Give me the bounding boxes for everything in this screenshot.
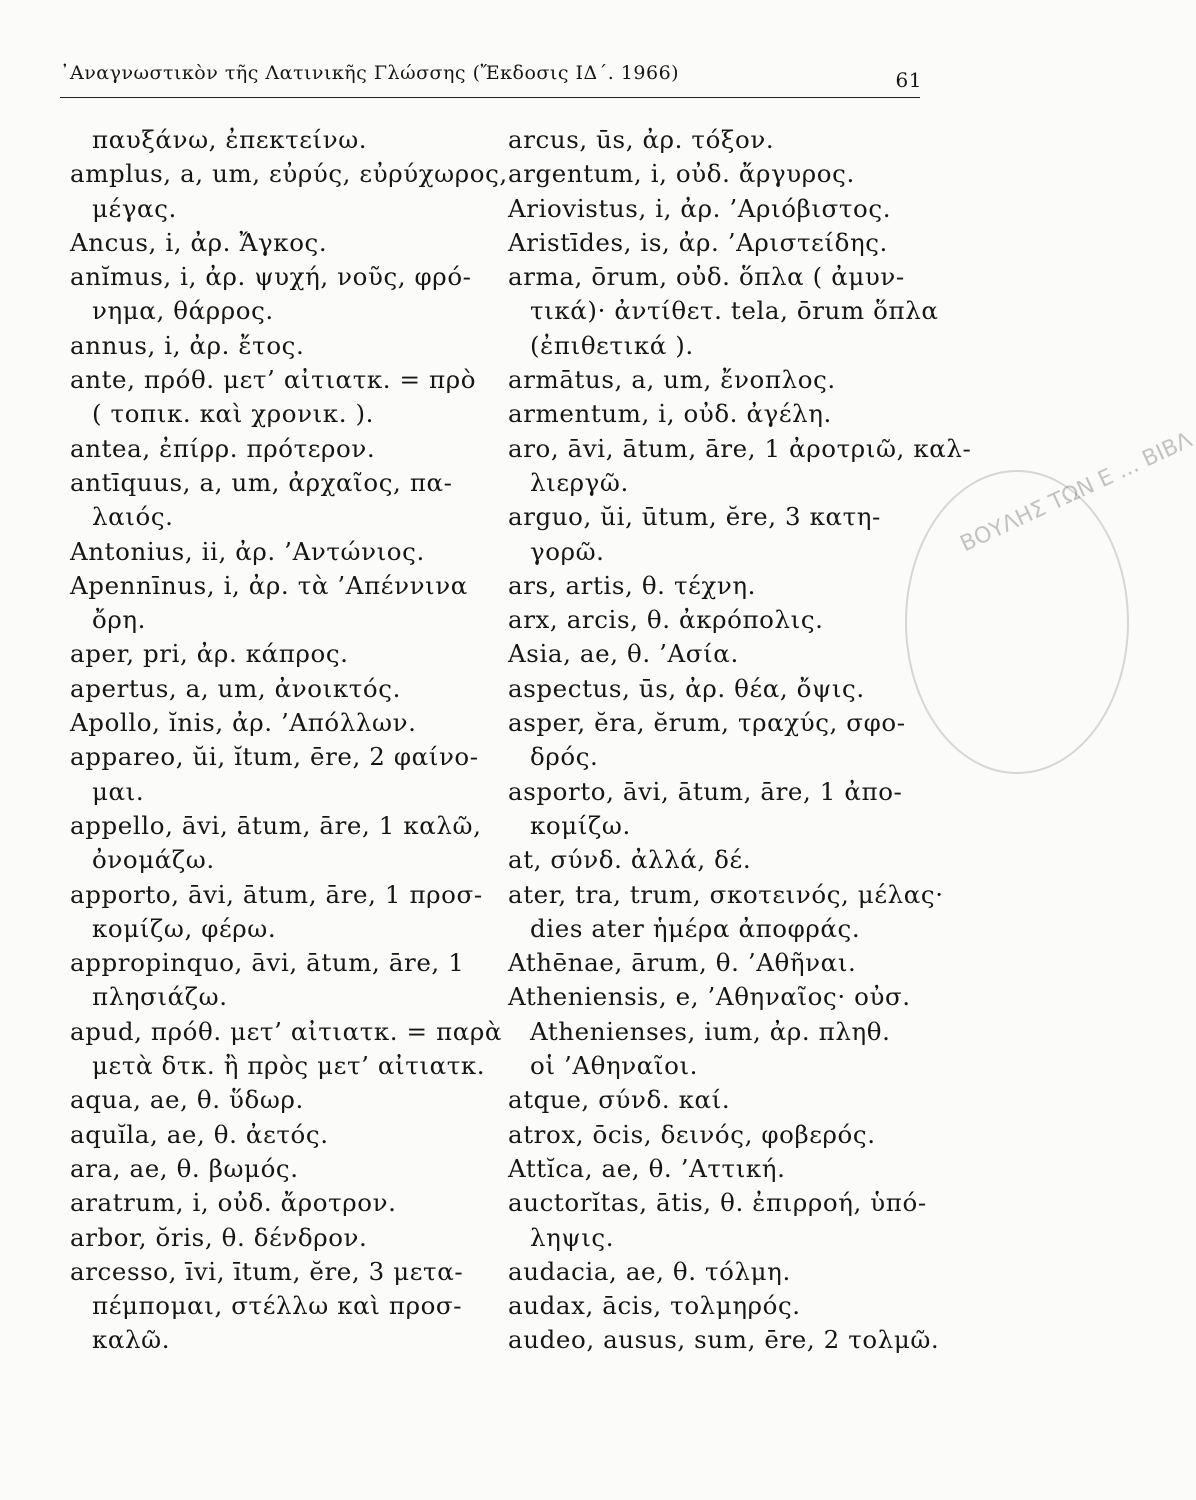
dictionary-line: armātus, a, um, ἔνοπλος. xyxy=(508,365,836,395)
dictionary-line: Ariovistus, i, ἀρ. ’Αριόβιστος. xyxy=(508,193,892,223)
header-rule xyxy=(60,97,920,98)
dictionary-line: δρός. xyxy=(530,742,599,772)
dictionary-line: asper, ĕra, ĕrum, τραχύς, σφο- xyxy=(508,708,906,738)
dictionary-line: annus, i, ἀρ. ἔτος. xyxy=(70,330,305,360)
dictionary-line: arbor, ŏris, θ. δένδρον. xyxy=(70,1222,368,1252)
library-stamp-text: ΒΟΥΛΗΣ ΤΩΝ Ε ... ΒΙΒΛ xyxy=(956,427,1196,558)
dictionary-line: apud, πρόθ. μετ’ αἰτιατκ. = παρὰ xyxy=(70,1016,503,1046)
dictionary-line: anĭmus, i, ἀρ. ψυχή, νοῦς, φρό- xyxy=(70,262,472,292)
dictionary-line: armentum, i, οὐδ. ἀγέλη. xyxy=(508,399,832,429)
dictionary-line: λαιός. xyxy=(92,502,174,532)
dictionary-line: at, σύνδ. ἀλλά, δέ. xyxy=(508,845,752,875)
dictionary-line: οἱ ’Αθηναῖοι. xyxy=(530,1051,699,1081)
dictionary-line: Apennīnus, i, ἀρ. τὰ ’Απέννινα xyxy=(70,570,468,600)
dictionary-line: νημα, θάρρος. xyxy=(92,296,274,326)
dictionary-line: μετὰ δτκ. ἢ πρὸς μετ’ αἰτιατκ. xyxy=(92,1051,486,1081)
dictionary-line: arguo, ŭi, ūtum, ĕre, 3 κατη- xyxy=(508,502,881,532)
dictionary-line: Antonius, ii, ἀρ. ’Αντώνιος. xyxy=(70,536,425,566)
dictionary-line: κομίζω, φέρω. xyxy=(92,913,277,943)
dictionary-line: antīquus, a, um, ἀρχαῖος, πα- xyxy=(70,467,453,497)
dictionary-line: μέγας. xyxy=(92,193,177,223)
dictionary-line: audacia, ae, θ. τόλμη. xyxy=(508,1256,791,1286)
dictionary-line: audax, ācis, τολμηρός. xyxy=(508,1291,801,1321)
header-title: ᾿Αναγνωστικὸν τῆς Λατινικῆς Γλώσσης (Ἔκδοσις ΙΔ΄. 1966) xyxy=(60,62,680,84)
dictionary-line: arx, arcis, θ. ἀκρόπολις. xyxy=(508,605,824,635)
dictionary-line: aro, āvi, ātum, āre, 1 ἀροτριῶ, καλ- xyxy=(508,433,972,463)
dictionary-line: aper, pri, ἀρ. κάπρος. xyxy=(70,639,349,669)
dictionary-line: Asia, ae, θ. ’Ασία. xyxy=(508,639,739,669)
dictionary-line: atque, σύνδ. καί. xyxy=(508,1085,731,1115)
dictionary-line: τικά)· ἀντίθετ. tela, ōrum ὅπλα xyxy=(530,296,939,326)
dictionary-line: audeo, ausus, sum, ēre, 2 τολμῶ. xyxy=(508,1325,940,1355)
dictionary-line: ara, ae, θ. βωμός. xyxy=(70,1153,299,1183)
dictionary-line: amplus, a, um, εὐρύς, εὐρύχωρος, xyxy=(70,159,508,189)
dictionary-line: Athēnae, ārum, θ. ’Αθῆναι. xyxy=(508,948,857,978)
dictionary-line: ars, artis, θ. τέχνη. xyxy=(508,570,756,600)
dictionary-line: ante, πρόθ. μετ’ αἰτιατκ. = πρὸ xyxy=(70,365,477,395)
dictionary-line: asporto, āvi, ātum, āre, 1 ἀπο- xyxy=(508,776,903,806)
dictionary-line: appropinquo, āvi, ātum, āre, 1 xyxy=(70,948,465,978)
dictionary-line: κομίζω. xyxy=(530,810,631,840)
dictionary-line: ὄρη. xyxy=(92,605,147,635)
dictionary-line: ( τοπικ. καὶ χρονικ. ). xyxy=(92,399,375,429)
dictionary-line: Apollo, ĭnis, ἀρ. ’Απόλλων. xyxy=(70,708,417,738)
dictionary-line: πέμπομαι, στέλλω καὶ προσ- xyxy=(92,1291,463,1321)
dictionary-line: aratrum, i, οὐδ. ἄροτρον. xyxy=(70,1188,397,1218)
dictionary-line: arcus, ūs, ἀρ. τόξον. xyxy=(508,125,775,154)
dictionary-line: apporto, āvi, ātum, āre, 1 προσ- xyxy=(70,879,483,909)
dictionary-line: aspectus, ūs, ἀρ. θέα, ὄψις. xyxy=(508,673,865,703)
dictionary-line: ater, tra, trum, σκοτεινός, μέλας· xyxy=(508,879,944,909)
dictionary-line: apertus, a, um, ἀνοικτός. xyxy=(70,673,401,703)
dictionary-line: μαι. xyxy=(92,776,145,806)
dictionary-line: ὀνομάζω. xyxy=(92,845,215,875)
dictionary-line: auctorĭtas, ātis, θ. ἐπιρροή, ὑπό- xyxy=(508,1188,927,1218)
dictionary-line: appareo, ŭi, ĭtum, ēre, 2 φαίνο- xyxy=(70,742,479,772)
dictionary-line: arcesso, īvi, ītum, ĕre, 3 μετα- xyxy=(70,1256,464,1286)
dictionary-line: arma, ōrum, οὐδ. ὅπλα ( ἀμυν- xyxy=(508,262,905,292)
page-number: 61 xyxy=(895,68,922,92)
right-column xyxy=(508,123,972,1358)
dictionary-line: aqua, ae, θ. ὕδωρ. xyxy=(70,1085,304,1115)
dictionary-line: παυξάνω, ἐπεκτείνω. xyxy=(92,125,368,154)
dictionary-line: καλῶ. xyxy=(92,1325,171,1355)
dictionary-line: dies ater ἡμέρα ἀποφράς. xyxy=(530,913,861,943)
dictionary-line: γορῶ. xyxy=(530,536,605,566)
dictionary-line: appello, āvi, ātum, āre, 1 καλῶ, xyxy=(70,810,482,840)
dictionary-line: Atheniensis, e, ’Αθηναῖος· οὐσ. xyxy=(508,982,911,1012)
dictionary-line: atrox, ōcis, δεινός, φοβερός. xyxy=(508,1119,876,1149)
dictionary-line: aquĭla, ae, θ. ἀετός. xyxy=(70,1119,329,1149)
dictionary-line: πλησιάζω. xyxy=(92,982,228,1012)
running-header xyxy=(60,62,922,90)
dictionary-line: Ancus, i, ἀρ. Ἄγκος. xyxy=(70,227,328,257)
left-column xyxy=(70,123,508,1358)
dictionary-line: Aristīdes, is, ἀρ. ’Αριστείδης. xyxy=(508,227,888,257)
dictionary-line: (ἐπιθετικά ). xyxy=(530,330,694,360)
dictionary-line: Attĭca, ae, θ. ’Αττική. xyxy=(508,1153,786,1183)
dictionary-line: ληψις. xyxy=(530,1222,615,1252)
dictionary-line: antea, ἐπίρρ. πρότερον. xyxy=(70,433,376,463)
dictionary-line: λιεργῶ. xyxy=(530,467,629,497)
dictionary-line: argentum, i, οὐδ. ἄργυρος. xyxy=(508,159,855,189)
dictionary-line: Athenienses, ium, ἀρ. πληθ. xyxy=(530,1016,891,1046)
